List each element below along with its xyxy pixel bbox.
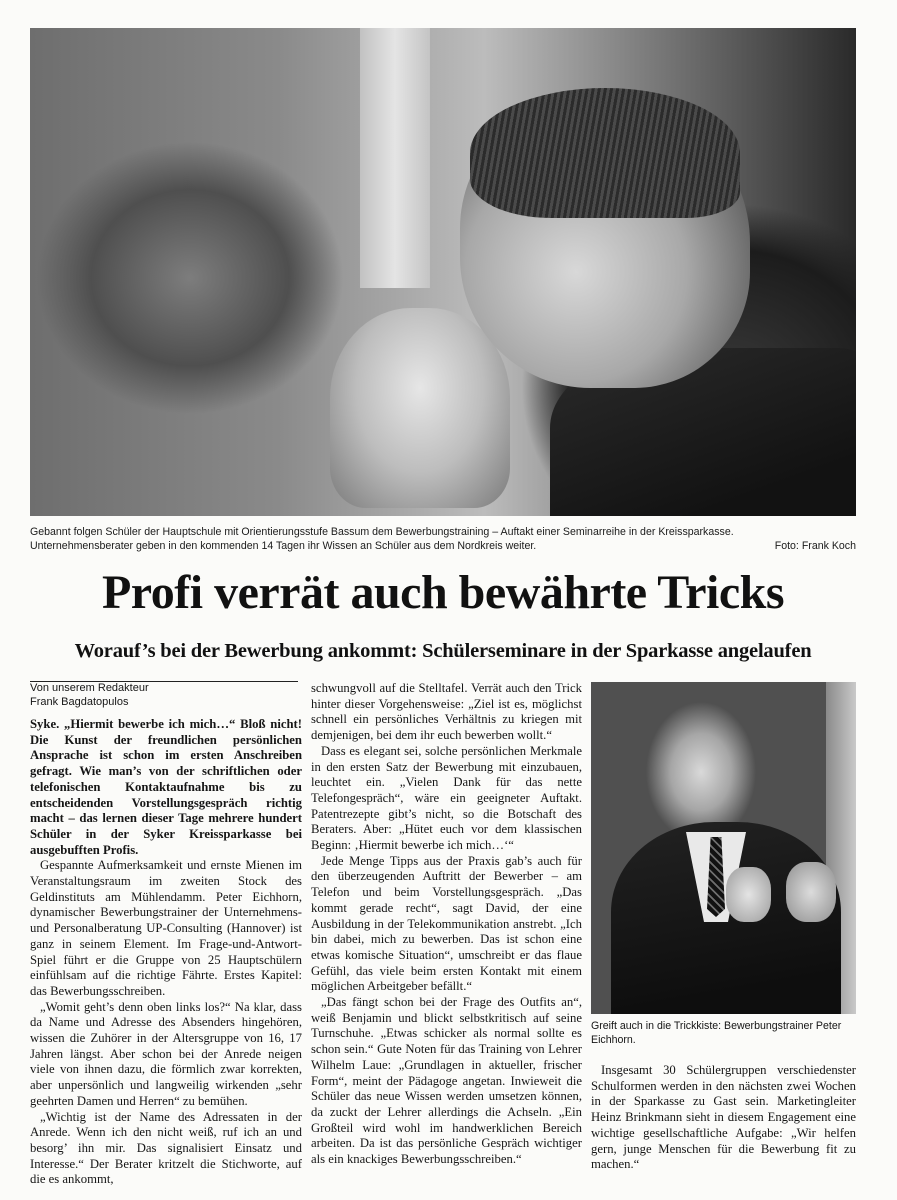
photo-hand-left xyxy=(726,867,771,922)
photo-hand-right xyxy=(786,862,836,922)
photo-credit: Foto: Frank Koch xyxy=(774,540,856,552)
byline-role: Von unserem Redakteur xyxy=(30,682,149,694)
body-paragraph: „Wichtig ist der Name des Adressaten in der Anrede. Wenn ich den nicht weiß, ruf ich an und besorg’ ihn mir. Das signalisiert Einsatz und Interesse.“ Der Berater kritzelt die Stichworte, auf die es ankommt, xyxy=(30,1109,302,1187)
body-paragraph: Jede Menge Tipps aus der Praxis gab’s auch für den überzeugenden Auftritt der Bewerber – am Telefon und beim Vorstellungsgespräch. „Das kommt gerade recht“, sagt David, der eine Ausbildung in der Telekommunikation anstrebt. „Ich bin dabei, mich zu bewerben. Das ist schon eine etwas komische Situation“, umschreibt er das flaue Gefühl, das viele beim ersten Kontakt mit einem möglichen Arbeitgeber befällt.“ xyxy=(311,853,582,994)
body-paragraph: „Das fängt schon bei der Frage des Outfits an“, weiß Benjamin und blickt selbstkritisch auf seine Turnschuhe. „Etwas schicker als normal sollte es schon sein.“ Gute Noten für das Training von Lehrer Wilhelm Laue: „Grundlagen in aktueller, frischer Form“, meint der Pädagoge angetan. Inwieweit die Schüler das neue Wissen werden umsetzen können, da zuckt der Lehrer allerdings die Achseln. „Ein Großteil wird wohl im handwerklichen Bereich arbeiten. Da ist das persönliche Gespräch wichtiger als ein knackiges Bewerbungsschreiben.“ xyxy=(311,995,582,1167)
column-2 xyxy=(311,681,582,1168)
photo-hand xyxy=(330,308,510,508)
headline: Profi verrät auch bewährte Tricks xyxy=(101,566,785,619)
body-paragraph: „Womit geht’s denn oben links los?“ Na klar, dass da Name und Adresse des Absenders hingehören, wissen die Zuhörer in der Altersgruppe von 16, 17 Jahren längst. Aber schon bei der Anrede neigen viele von ihnen dazu, die förmlich zwar korrekten, aber unpersönlich und langweilig wirkenden „sehr geehrten Damen und Herren“ zu bemühen. xyxy=(30,999,302,1108)
body-paragraph: Gespannte Aufmerksamkeit und ernste Mienen im Veranstaltungsraum im zweiten Stock des Geldinstituts am Mühlendamm. Peter Eichhorn, dynamischer Bewerbungstrainer der Unternehmens- und Personalberatung UP-Consulting (Hannover) ist ganz in seinem Element. Im Frage-und-Antwort-Spiel führt er die Gruppe von 25 Hauptschülern einfühlsam auf die richtige Fährte. Erstes Kapitel: das Bewerbungsschreiben. xyxy=(30,858,302,998)
photo-trainer-caption: Greift auch in die Trickkiste: Bewerbungstrainer Peter Eichhorn. xyxy=(591,1020,842,1046)
photo-caption-line1: Gebannt folgen Schüler der Hauptschule mit Orientierungsstufe Bassum dem Bewerbungstraining – Auftakt einer Seminarreihe in der Kreissparkasse. xyxy=(30,526,734,538)
body-paragraph: Insgesamt 30 Schülergruppen verschiedenster Schulformen werden in den nächsten zwei Wochen in der Sparkasse zu Gast sein. Marketingleiter Heinz Brinkmann sieht in diesem Engagement eine wichtige gesellschaftliche Aufgabe: „Wir helfen gern, junge Menschen für die Bewerbung fit zu machen.“ xyxy=(591,1063,856,1172)
column-1 xyxy=(30,681,302,1188)
photo-caption-line2: Unternehmensberater geben in den kommenden 14 Tagen ihr Wissen an Schüler aus dem Nordkreis weiter. xyxy=(30,540,537,552)
byline xyxy=(30,681,302,709)
subheadline: Worauf’s bei der Bewerbung ankommt: Schülerseminare in der Sparkasse angelaufen xyxy=(74,640,812,662)
photo-background-pillar xyxy=(360,28,430,288)
body-paragraph: schwungvoll auf die Stelltafel. Verrät auch den Trick hinter dieser Vorgehensweise: „Ziel ist es, möglichst schnell ein persönliches Verhältnis zu kriegen mit demjenigen, bei dem ihr euch bewerben wollt.“ xyxy=(311,681,582,743)
photo-trainer xyxy=(591,682,856,1014)
byline-author: Frank Bagdatopulos xyxy=(30,696,129,708)
photo-student-hair xyxy=(470,88,740,218)
body-paragraph: Dass es elegant sei, solche persönlichen Merkmale in den ersten Satz der Bewerbung mit einzubauen, leuchtet ein. „Vielen Dank für das nette Telefongespräch“, wäre ein geeigneter Auftakt. Patentrezepte gibt’s nicht, so die Botschaft des Beraters. Aber: „Hütet euch vor dem klassischen Beginn: ‚Hiermit bewerbe ich mich…‘“ xyxy=(311,743,582,853)
photo-caption xyxy=(30,525,856,553)
lead-paragraph: Syke. „Hiermit bewerbe ich mich…“ Bloß nicht! Die Kunst der freundlichen persönlichen Ansprache ist schon im ersten Anschreiben gefragt. Wie man’s von der schriftlichen oder telefonischen Kontaktaufnahme bis zu entscheidenden Vorstellungsgespräch richtig macht – das lernen dieser Tage mehrere hundert Schüler in der Syker Kreissparkasse bei ausgebufften Profis. xyxy=(30,717,302,857)
photo-students-seminar xyxy=(30,28,856,516)
